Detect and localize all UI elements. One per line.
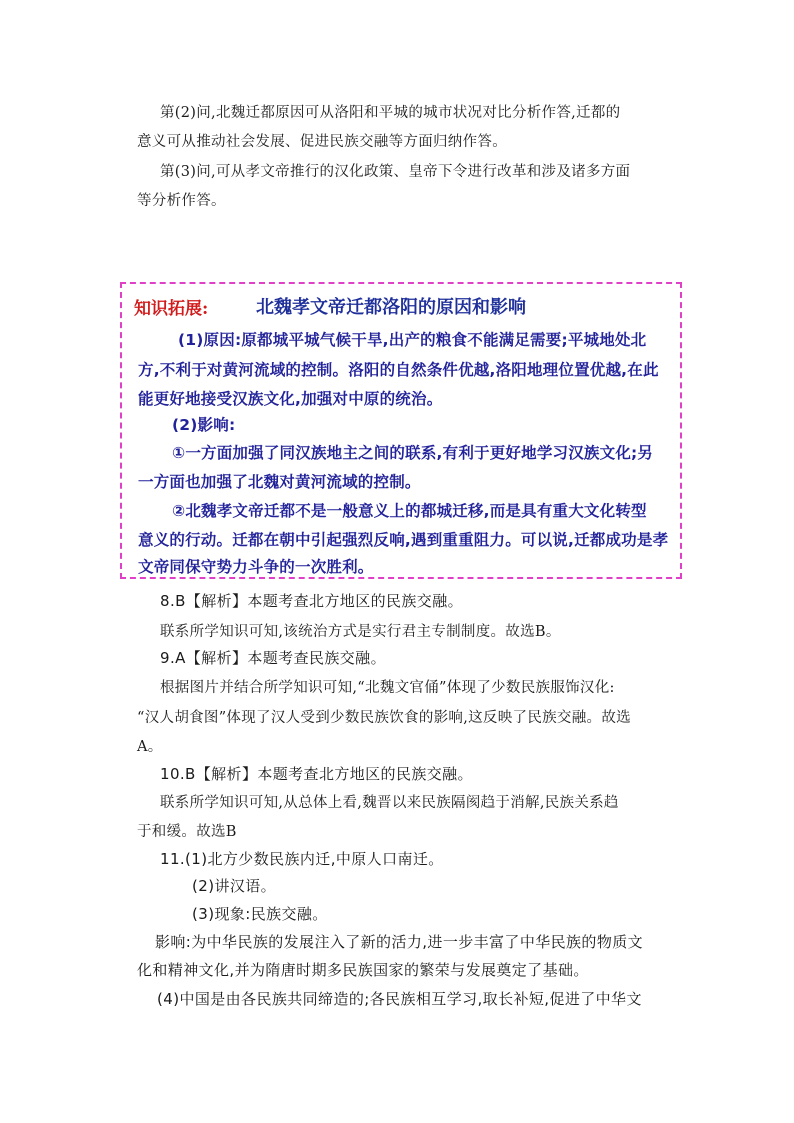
q10-head: 10.B【解析】本题考查北方地区的民族交融。 (160, 765, 473, 783)
impact2-line1: ②北魏孝文帝迁都不是一般意义上的都城迁移,而是具有重大文化转型 (172, 502, 647, 520)
q9-body-line1: 根据图片并结合所学知识可知,“北魏文官俑”体现了少数民族服饰汉化: (160, 680, 615, 696)
reason-line2: 方,不利于对黄河流域的控制。洛阳的自然条件优越,洛阳地理位置优越,在此 (138, 361, 659, 379)
q8-body: 联系所学知识可知,该统治方式是实行君主专制制度。故选B。 (160, 624, 561, 640)
knowledge-box-title: 北魏孝文帝迁都洛阳的原因和影响 (256, 297, 526, 318)
analysis-q2-line1: 第(2)问,北魏迁都原因可从洛阳和平城的城市状况对比分析作答,迁都的 (160, 105, 621, 121)
analysis-q3-line2: 等分析作答。 (137, 193, 226, 209)
q10-body-line1: 联系所学知识可知,从总体上看,魏晋以来民族隔阂趋于消解,民族关系趋 (160, 795, 619, 811)
analysis-q3-line1: 第(3)问,可从孝文帝推行的汉化政策、皇帝下令进行改革和涉及诸多方面 (160, 164, 631, 180)
reason-line1: (1)原因:原都城平城气候干旱,出产的粮食不能满足需要;平城地处北 (178, 331, 647, 349)
q11-impact-line2: 化和精神文化,并为隋唐时期多民族国家的繁荣与发展奠定了基础。 (137, 961, 589, 979)
impact1-line2: 一方面也加强了北魏对黄河流域的控制。 (138, 473, 421, 491)
impact-heading: (2)影响: (172, 416, 236, 434)
q9-body-line2: “汉人胡食图”体现了汉人受到少数民族饮食的影响,这反映了民族交融。故选 (137, 710, 631, 726)
q8-head: 8.B【解析】本题考查北方地区的民族交融。 (160, 592, 464, 610)
q11-impact-line1: 影响:为中华民族的发展注入了新的活力,进一步丰富了中华民族的物质文 (155, 933, 644, 951)
q10-body-line2: 于和缓。故选B (137, 824, 237, 840)
impact1-line1: ①一方面加强了同汉族地主之间的联系,有利于更好地学习汉族文化;另 (172, 444, 654, 462)
q11-part3: (3)现象:民族交融。 (192, 905, 328, 923)
impact2-line3: 文帝同保守势力斗争的一次胜利。 (138, 558, 374, 576)
q11-part2: (2)讲汉语。 (192, 877, 277, 895)
knowledge-box-label: 知识拓展: (134, 299, 209, 319)
q11-part4: (4)中国是由各民族共同缔造的;各民族相互学习,取长补短,促进了中华文 (157, 990, 642, 1008)
knowledge-expansion-box (120, 282, 682, 579)
reason-line3: 能更好地接受汉族文化,加强对中原的统治。 (138, 390, 443, 408)
q9-head: 9.A【解析】本题考查民族交融。 (160, 649, 386, 667)
analysis-q2-line2: 意义可从推动社会发展、促进民族交融等方面归纳作答。 (137, 134, 507, 150)
q9-body-line3: A。 (137, 739, 163, 755)
q11-part1: 11.(1)北方少数民族内迁,中原人口南迁。 (160, 850, 444, 868)
impact2-line2: 意义的行动。迁都在朝中引起强烈反响,遇到重重阻力。可以说,迁都成功是孝 (138, 531, 669, 549)
